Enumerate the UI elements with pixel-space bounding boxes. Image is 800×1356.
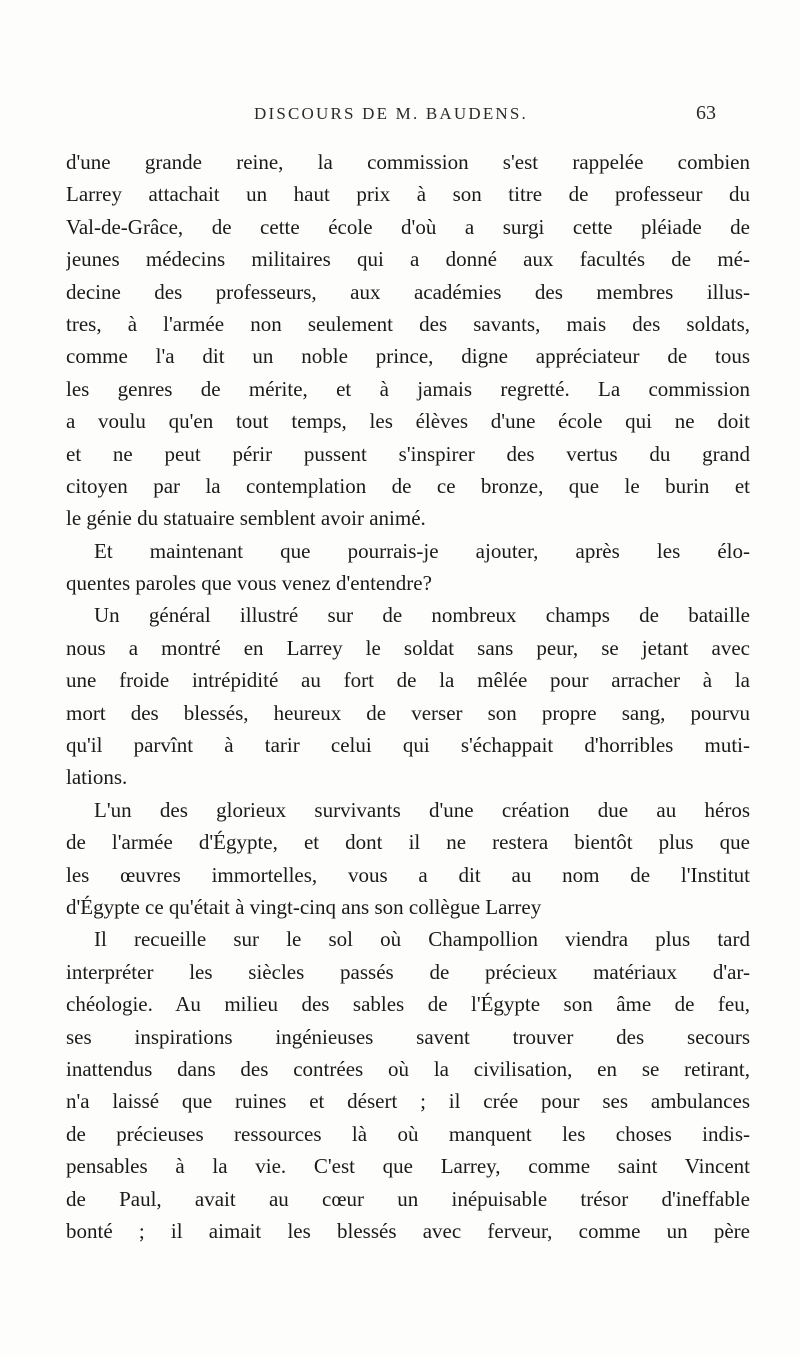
text-line: et ne peut périr pussent s'inspirer des vertus du grand	[66, 441, 750, 466]
text-line: bonté ; il aimait les blessés avec ferveur, comme un père	[66, 1218, 750, 1243]
text-line: Il recueille sur le sol où Champollion viendra plus tard	[94, 927, 750, 952]
text-line: lations.	[66, 765, 128, 790]
text-line: pensables à la vie. C'est que Larrey, comme saint Vincent	[66, 1154, 750, 1179]
text-line: citoyen par la contemplation de ce bronze, que le burin et	[66, 473, 750, 498]
text-line: le génie du statuaire semblent avoir animé.	[66, 506, 426, 531]
text-line: jeunes médecins militaires qui a donné aux facultés de mé-	[66, 247, 750, 272]
text-line: decine des professeurs, aux académies des membres illus-	[66, 279, 750, 304]
text-line: a voulu qu'en tout temps, les élèves d'une école qui ne doit	[66, 409, 750, 434]
text-line: les genres de mérite, et à jamais regretté. La commission	[66, 376, 750, 401]
text-line: de l'armée d'Égypte, et dont il ne restera bientôt plus que	[66, 830, 750, 855]
text-line: ses inspirations ingénieuses savent trouver des secours	[66, 1024, 750, 1049]
text-line: qu'il parvînt à tarir celui qui s'échappait d'horribles muti-	[66, 733, 750, 758]
text-line: Et maintenant que pourrais-je ajouter, après les élo-	[94, 538, 750, 563]
text-line: Un général illustré sur de nombreux champs de bataille	[94, 603, 750, 628]
text-line: comme l'a dit un noble prince, digne appréciateur de tous	[66, 344, 750, 369]
text-line: d'une grande reine, la commission s'est rappelée combien	[66, 150, 750, 174]
text-line: interpréter les siècles passés de précieux matériaux d'ar-	[66, 959, 750, 984]
running-head	[0, 104, 800, 134]
text-line: chéologie. Au milieu des sables de l'Égypte son âme de feu,	[66, 992, 750, 1017]
text-line: Val-de-Grâce, de cette école d'où a surgi cette pléiade de	[66, 214, 750, 239]
text-line: nous a montré en Larrey le soldat sans peur, se jetant avec	[66, 635, 750, 660]
body-text	[66, 146, 750, 1247]
text-line: mort des blessés, heureux de verser son propre sang, pourvu	[66, 700, 750, 725]
page-number: 63	[696, 102, 716, 124]
running-title: DISCOURS DE M. BAUDENS.	[254, 104, 528, 123]
text-line: d'Égypte ce qu'était à vingt-cinq ans son collègue Larrey	[66, 894, 542, 919]
text-line: tres, à l'armée non seulement des savants, mais des soldats,	[66, 311, 750, 336]
text-line: une froide intrépidité au fort de la mêlée pour arracher à la	[66, 668, 750, 693]
text-line: les œuvres immortelles, vous a dit au nom de l'Institut	[66, 862, 750, 887]
text-line: inattendus dans des contrées où la civilisation, en se retirant,	[66, 1056, 750, 1081]
text-line: n'a laissé que ruines et désert ; il crée pour ses ambulances	[66, 1089, 750, 1114]
text-line: quentes paroles que vous venez d'entendre?	[66, 571, 432, 596]
text-line: de Paul, avait au cœur un inépuisable trésor d'ineffable	[66, 1186, 750, 1211]
text-line: Larrey attachait un haut prix à son titre de professeur du	[66, 182, 750, 207]
text-line: L'un des glorieux survivants d'une création due au héros	[94, 797, 750, 822]
text-line: de précieuses ressources là où manquent les choses indis-	[66, 1121, 750, 1146]
